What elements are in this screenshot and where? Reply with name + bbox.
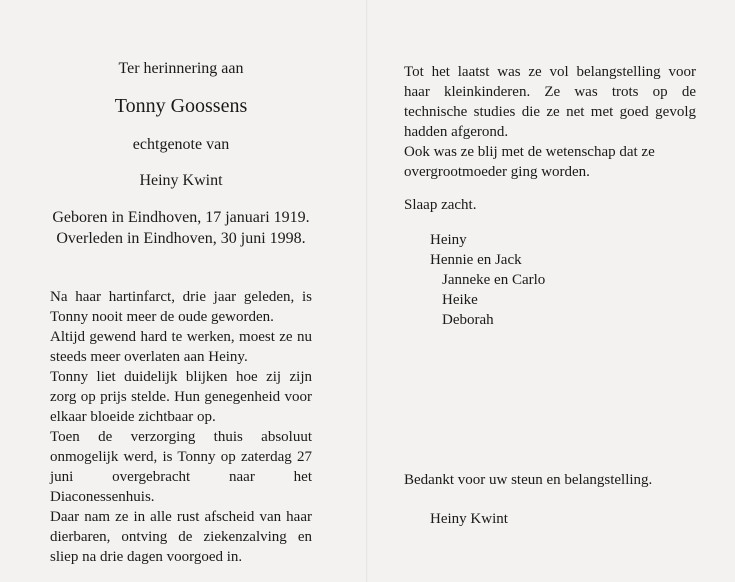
family-member: Janneke en Carlo [442,272,546,288]
farewell-text: Slaap zacht. [404,197,477,213]
signature: Heiny Kwint [430,511,508,527]
birth-line: Geboren in Eindhoven, 17 januari 1919. [52,209,310,226]
story-paragraph: Altijd gewend hard te werken, moest ze nu steeds meer overlaten aan Heiny. [50,329,312,365]
intro-text: Ter herinnering aan [118,60,244,77]
death-line: Overleden in Eindhoven, 30 juni 1998. [56,230,306,247]
story-paragraph: Toen de verzorging thuis absoluut onmogelijk werd, is Tonny op zaterdag 27 juni overgebracht naar het Diaconessenhuis. [50,429,312,505]
story-paragraph: Tot het laatst was ze vol belangstelling voor haar kleinkinderen. Ze was trots op de technische studies die ze net met goed gevolg hadden afgerond. [404,64,696,140]
story-paragraph: Daar nam ze in alle rust afscheid van haar dierbaren, ontving de ziekenzalving en sliep na drie dagen voorgoed in. [50,509,312,565]
thanks-text: Bedankt voor uw steun en belangstelling. [404,472,653,488]
family-member: Deborah [442,312,494,328]
story-paragraph: Tonny liet duidelijk blijken hoe zij zijn zorg op prijs stelde. Hun genegenheid voor elkaar bloeide zichtbaar op. [50,369,312,425]
spouse-name: Heiny Kwint [139,172,223,189]
story-paragraph: Na haar hartinfarct, drie jaar geleden, is Tonny nooit meer de oude geworden. [50,289,312,325]
family-member: Heiny [430,232,467,248]
deceased-name: Tonny Goossens [114,95,248,117]
family-member: Heike [442,292,478,308]
spouse-intro: echtgenote van [132,136,230,153]
life-story [50,287,312,567]
family-member: Hennie en Jack [430,252,522,268]
family-list [404,230,545,330]
story-paragraph: Ook was ze blij met de wetenschap dat ze overgrootmoeder ging worden. [404,144,655,180]
card-fold [366,0,368,582]
closing-story [404,62,696,182]
